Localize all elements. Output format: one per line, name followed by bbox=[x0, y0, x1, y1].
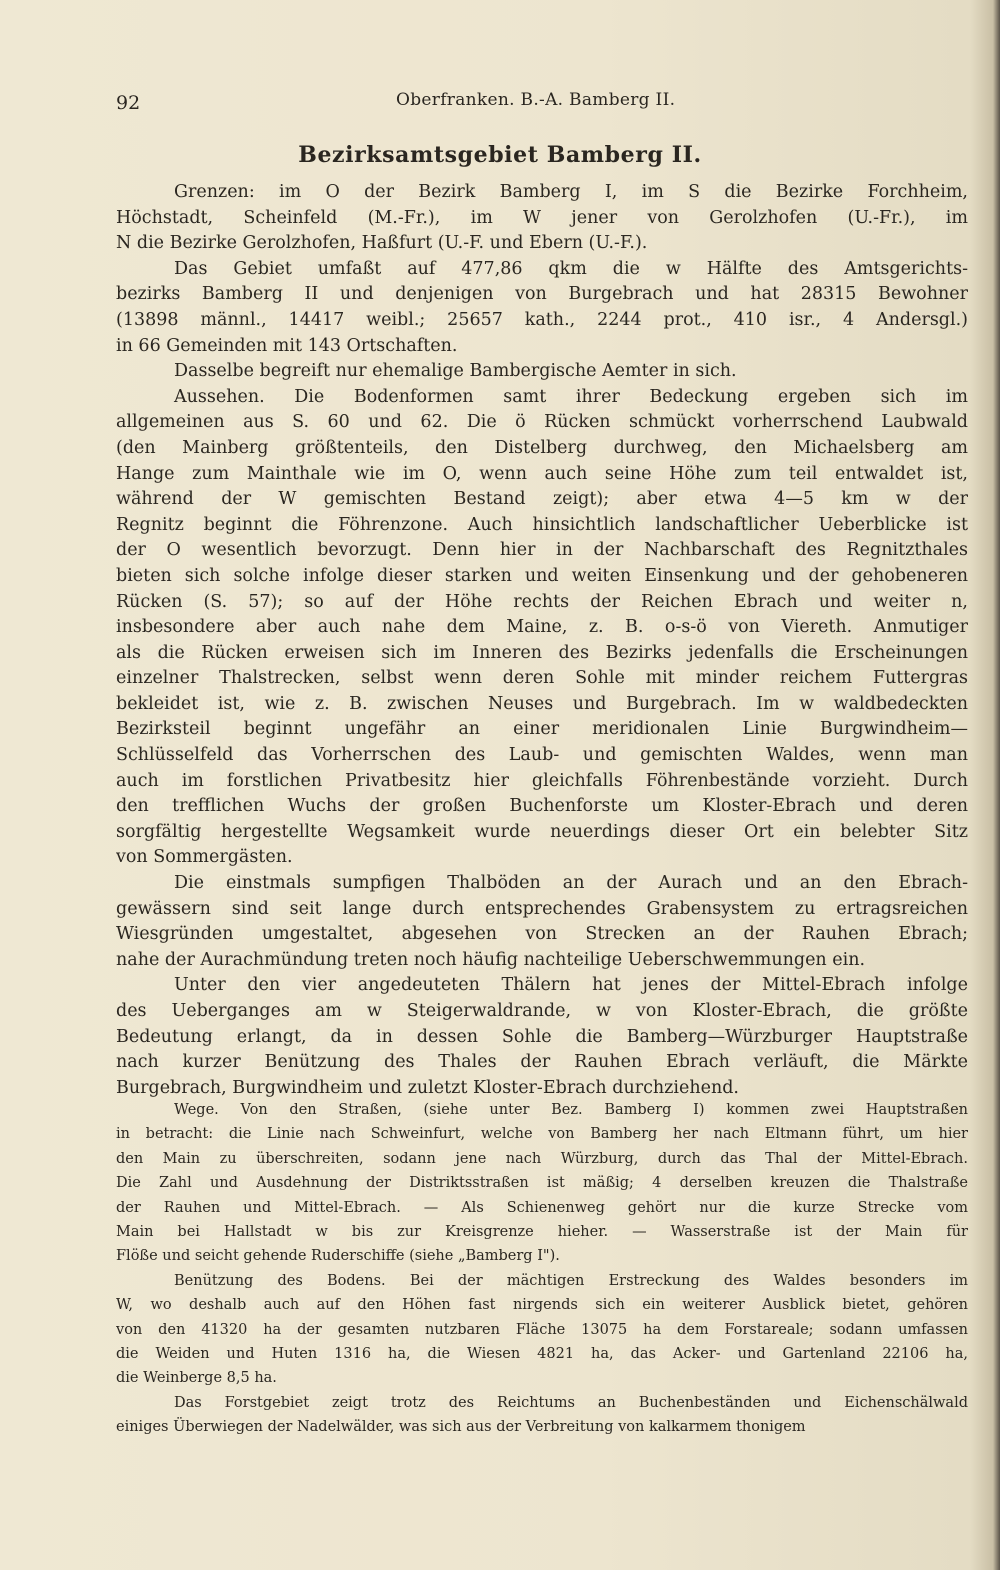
text-line: die Weinberge 8,5 ha. bbox=[116, 1370, 277, 1387]
paragraph bbox=[116, 871, 968, 973]
text-line: die Weiden und Huten 1316 ha, die Wiesen 4821 ha, das Acker- und Gartenland 22106 ha, bbox=[116, 1346, 968, 1363]
text-line: Das Forstgebiet zeigt trotz des Reichtums an Buchenbeständen und Eichenschälwald bbox=[174, 1394, 968, 1411]
paragraph bbox=[116, 359, 968, 385]
text-line: (13898 männl., 14417 weibl.; 25657 kath., 2244 prot., 410 isr., 4 Andersgl.) bbox=[116, 309, 968, 330]
text-line: Benützung des Bodens. Bei der mächtigen Erstreckung des Waldes besonders im bbox=[174, 1272, 968, 1289]
section-title: Bezirksamtsgebiet Bamberg II. bbox=[298, 142, 702, 168]
text-line: in 66 Gemeinden mit 143 Ortschaften. bbox=[116, 335, 458, 356]
paragraph bbox=[116, 180, 968, 257]
text-line: sorgfältig hergestellte Wegsamkeit wurde neuerdings dieser Ort ein belebter Sitz bbox=[116, 821, 968, 842]
text-line: Wege. Von den Straßen, (siehe unter Bez. Bamberg I) kommen zwei Hauptstraßen bbox=[174, 1102, 968, 1118]
text-line: Die einstmals sumpfigen Thalböden an der Aurach und an den Ebrach- bbox=[174, 873, 968, 894]
running-head: Oberfranken. B.-A. Bamberg II. bbox=[396, 90, 676, 110]
text-line: von Sommergästen. bbox=[116, 847, 293, 868]
paragraph bbox=[116, 257, 968, 359]
text-line: der Rauhen und Mittel-Ebrach. — Als Schienenweg gehört nur die kurze Strecke vom bbox=[116, 1199, 968, 1216]
note-paragraph bbox=[116, 1098, 968, 1269]
text-line: während der W gemischten Bestand zeigt); aber etwa 4—5 km w der bbox=[116, 489, 968, 510]
text-line: Unter den vier angedeuteten Thälern hat jenes der Mittel-Ebrach infolge bbox=[174, 975, 968, 996]
text-line: Bezirksteil beginnt ungefähr an einer meridionalen Linie Burgwindheim— bbox=[116, 719, 968, 740]
text-line: bieten sich solche infolge dieser starken und weiten Einsenkung und der gehobeneren bbox=[116, 565, 968, 586]
text-line: Main bei Hallstadt w bis zur Kreisgrenze hieher. — Wasserstraße ist der Main für bbox=[116, 1224, 968, 1241]
note-paragraph bbox=[116, 1269, 968, 1391]
text-line: Grenzen: im O der Bezirk Bamberg I, im S die Bezirke Forchheim, bbox=[174, 182, 968, 202]
text-line: Dasselbe begreift nur ehemalige Bambergische Aemter in sich. bbox=[174, 361, 737, 382]
text-line: auch im forstlichen Privatbesitz hier gleichfalls Föhrenbestände vorzieht. Durch bbox=[116, 770, 968, 791]
text-line: des Ueberganges am w Steigerwaldrande, w von Kloster-Ebrach, die größte bbox=[116, 1001, 968, 1021]
paragraph bbox=[116, 385, 968, 871]
text-line: Regnitz beginnt die Föhrenzone. Auch hinsichtlich landschaftlicher Ueberblicke ist bbox=[116, 514, 968, 535]
text-line: bekleidet ist, wie z. B. zwischen Neuses und Burgebrach. Im w waldbedeckten bbox=[116, 693, 968, 714]
text-line: gewässern sind seit lange durch entsprechendes Grabensystem zu ertragsreichen bbox=[116, 898, 968, 919]
text-line: Rücken (S. 57); so auf der Höhe rechts der Reichen Ebrach und weiter n, bbox=[116, 591, 968, 612]
text-line: von den 41320 ha der gesamten nutzbaren Fläche 13075 ha dem Forstareale; sodann umfassen bbox=[116, 1321, 968, 1338]
paragraph bbox=[116, 973, 968, 1101]
text-line: Aussehen. Die Bodenformen samt ihrer Bedeckung ergeben sich im bbox=[174, 386, 968, 407]
text-line: Flöße und seicht gehende Ruderschiffe (siehe „Bamberg I"). bbox=[116, 1248, 560, 1265]
text-line: insbesondere aber auch nahe dem Maine, z. B. o-s-ö von Viereth. Anmutiger bbox=[116, 617, 968, 638]
text-line: Die Zahl und Ausdehnung der Distriktsstraßen ist mäßig; 4 derselben kreuzen die Thalstraße bbox=[116, 1175, 968, 1192]
note-paragraph bbox=[116, 1391, 968, 1440]
text-line: nahe der Aurachmündung treten noch häufig nachteilige Ueberschwemmungen ein. bbox=[116, 949, 866, 970]
text-line: nach kurzer Benützung des Thales der Rauhen Ebrach verläuft, die Märkte bbox=[116, 1052, 968, 1073]
page-header bbox=[116, 88, 960, 118]
text-line: den trefflichen Wuchs der großen Buchenforste um Kloster-Ebrach und deren bbox=[116, 796, 968, 817]
main-text bbox=[116, 180, 968, 1101]
text-line: Burgebrach, Burgwindheim und zuletzt Kloster-Ebrach durchziehend. bbox=[116, 1077, 739, 1098]
text-line: der O wesentlich bevorzugt. Denn hier in der Nachbarschaft des Regnitzthales bbox=[116, 540, 968, 561]
text-line: W, wo deshalb auch auf den Höhen fast nirgends sich ein weiterer Ausblick bietet, gehören bbox=[116, 1297, 968, 1314]
text-line: einzelner Thalstrecken, selbst wenn deren Sohle mit minder reichem Futtergras bbox=[116, 668, 968, 689]
text-line: bezirks Bamberg II und denjenigen von Burgebrach und hat 28315 Bewohner bbox=[116, 284, 968, 305]
text-line: Schlüsselfeld das Vorherrschen des Laub- und gemischten Waldes, wenn man bbox=[116, 745, 968, 766]
text-line: Höchstadt, Scheinfeld (M.-Fr.), im W jener von Gerolzhofen (U.-Fr.), im bbox=[116, 207, 968, 228]
text-line: Das Gebiet umfaßt auf 477,86 qkm die w Hälfte des Amtsgerichts- bbox=[174, 258, 968, 279]
text-line: (den Mainberg größtenteils, den Distelberg durchweg, den Michaelsberg am bbox=[116, 437, 968, 458]
text-line: N die Bezirke Gerolzhofen, Haßfurt (U.-F. und Ebern (U.-F.). bbox=[116, 233, 648, 254]
text-line: einiges Überwiegen der Nadelwälder, was sich aus der Verbreitung von kalkarmem thonigem bbox=[116, 1419, 806, 1436]
notes-text bbox=[116, 1098, 968, 1440]
text-line: Wiesgründen umgestaltet, abgesehen von Strecken an der Rauhen Ebrach; bbox=[116, 924, 968, 945]
text-line: Hange zum Mainthale wie im O, wenn auch seine Höhe zum teil entwaldet ist, bbox=[116, 463, 968, 484]
page-number: 92 bbox=[116, 92, 141, 114]
text-line: den Main zu überschreiten, sodann jene nach Würzburg, durch das Thal der Mittel-Ebrach. bbox=[116, 1150, 968, 1167]
text-line: Bedeutung erlangt, da in dessen Sohle die Bamberg—Würzburger Hauptstraße bbox=[116, 1026, 968, 1047]
text-line: allgemeinen aus S. 60 und 62. Die ö Rücken schmückt vorherrschend Laubwald bbox=[116, 412, 968, 433]
text-line: in betracht: die Linie nach Schweinfurt, welche von Bamberg her nach Eltmann führt, um hier bbox=[116, 1126, 968, 1143]
text-line: als die Rücken erweisen sich im Inneren des Bezirks jedenfalls die Erscheinungen bbox=[116, 642, 968, 663]
